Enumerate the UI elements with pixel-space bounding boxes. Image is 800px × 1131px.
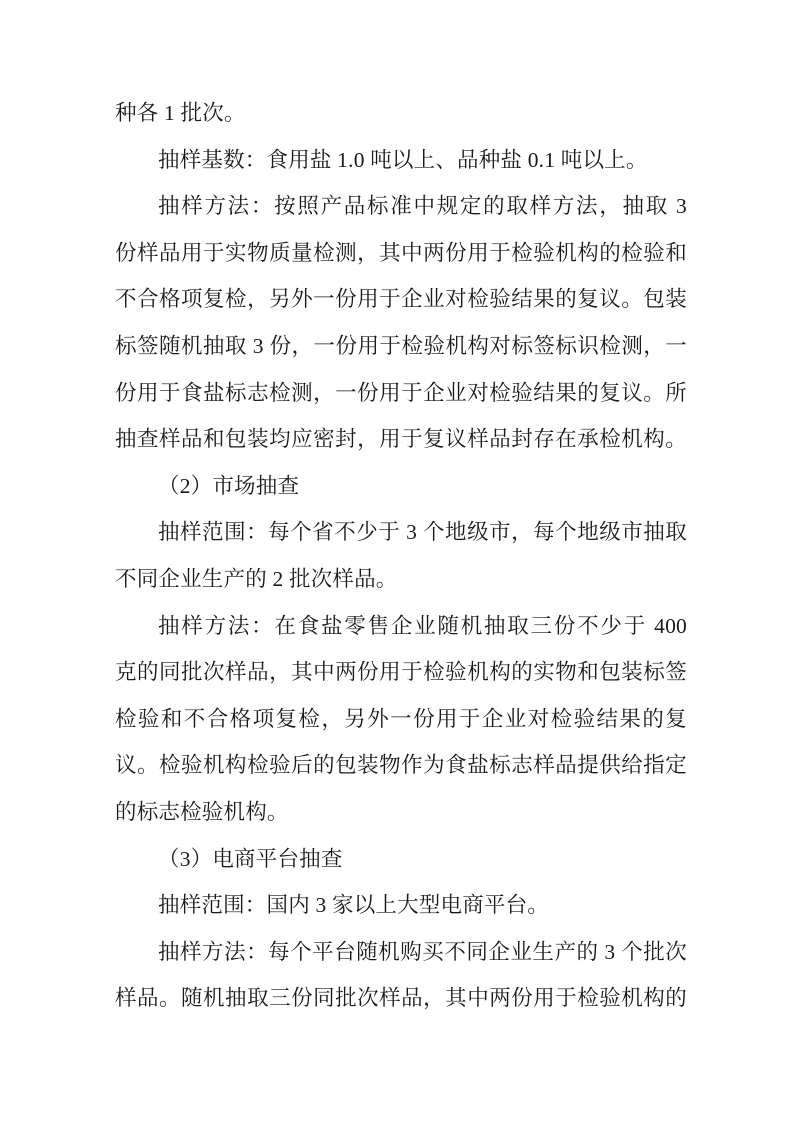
document-line: 的标志检验机构。 <box>115 799 289 824</box>
document-line-section-heading: （2）市场抽查 <box>158 473 300 498</box>
document-line: 样品。随机抽取三份同批次样品，其中两份用于检验机构的 <box>115 986 687 1011</box>
document-line: 不同企业生产的 2 批次样品。 <box>115 566 398 591</box>
document-line: 抽查样品和包装均应密封，用于复议样品封存在承检机构。 <box>115 427 687 452</box>
document-line: 克的同批次样品，其中两份用于检验机构的实物和包装标签 <box>115 660 687 685</box>
document-line: 抽样方法：按照产品标准中规定的取样方法，抽取 3 <box>158 194 687 219</box>
document-line: 抽样方法：在食盐零售企业随机抽取三份不少于 400 <box>158 613 687 638</box>
document-line-section-heading: （3）电商平台抽查 <box>158 846 343 871</box>
document-line: 抽样方法：每个平台随机购买不同企业生产的 3 个批次 <box>158 939 687 964</box>
document-line: 抽样范围：国内 3 家以上大型电商平台。 <box>158 893 550 918</box>
document-line: 检验和不合格项复检，另外一份用于企业对检验结果的复 <box>115 706 687 731</box>
document-line: 份样品用于实物质量检测，其中两份用于检验机构的检验和 <box>115 240 687 265</box>
document-line: 抽样范围：每个省不少于 3 个地级市，每个地级市抽取 <box>158 520 687 545</box>
document-line: 抽样基数：食用盐 1.0 吨以上、品种盐 0.1 吨以上。 <box>158 147 648 172</box>
document-line: 议。检验机构检验后的包装物作为食盐标志样品提供给指定 <box>115 753 687 778</box>
document-line: 种各 1 批次。 <box>115 101 246 125</box>
document-line: 份用于食盐标志检测，一份用于企业对检验结果的复议。所 <box>115 380 687 405</box>
text-block <box>115 90 687 1022</box>
document-line: 不合格项复检，另外一份用于企业对检验结果的复议。包装 <box>115 287 687 312</box>
document-line: 标签随机抽取 3 份，一份用于检验机构对标签标识检测，一 <box>115 333 687 358</box>
